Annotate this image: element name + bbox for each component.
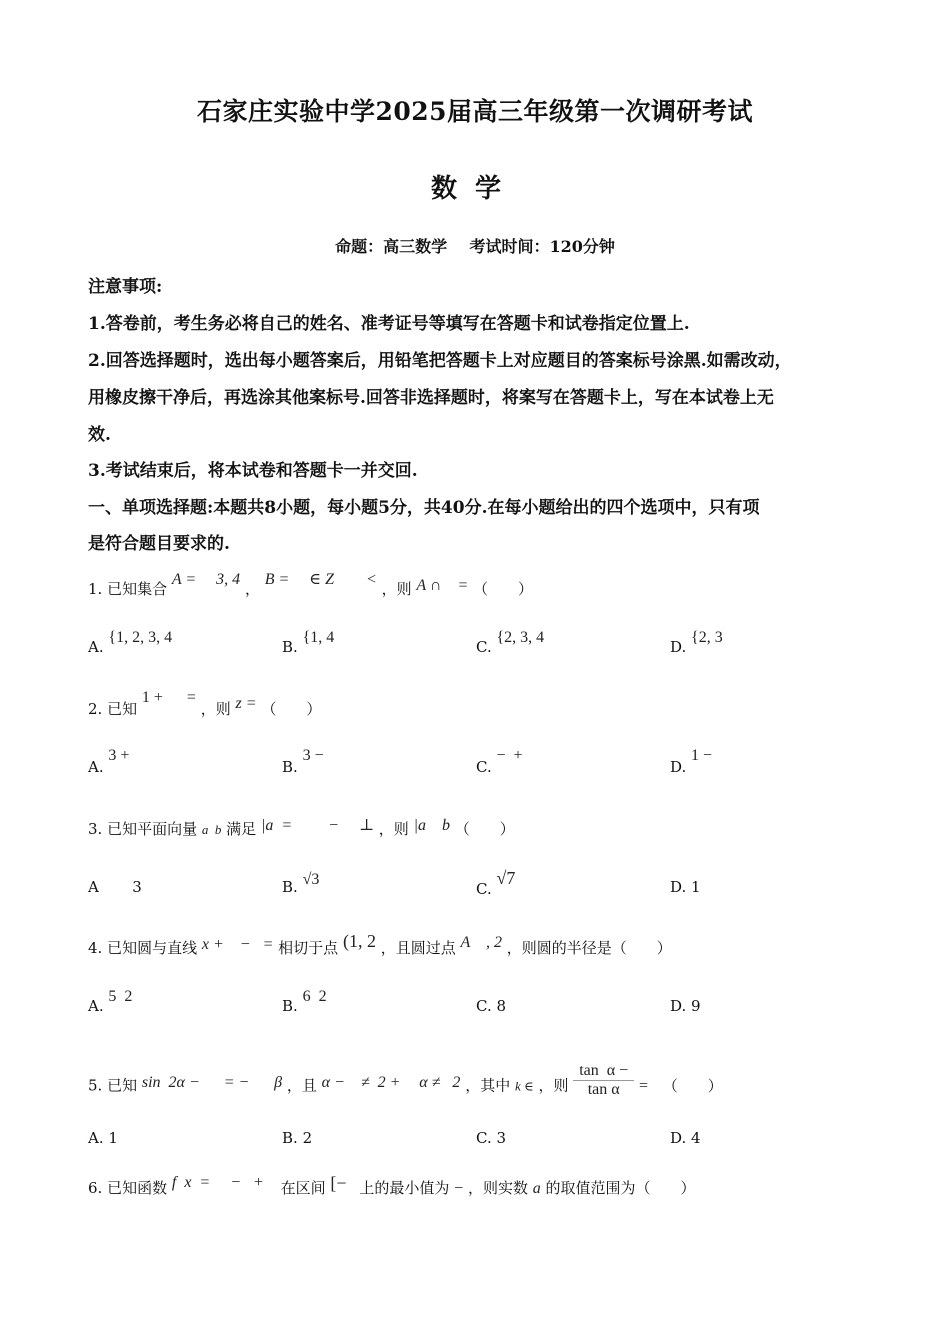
q5-option-d-value: 4 bbox=[691, 1129, 701, 1147]
question-1-then: ，则 bbox=[381, 580, 412, 598]
question-2-prefix: 2. 已知 bbox=[88, 700, 138, 718]
notice-item-3: 3.考试结束后，将本试卷和答题卡一并交回. bbox=[88, 461, 418, 481]
question-1-math-c: A ∩ = bbox=[416, 577, 469, 594]
q2-option-a: A. 3 + bbox=[88, 747, 130, 776]
question-4-prefix: 4. 已知圆与直线 bbox=[88, 939, 198, 957]
question-5-math-sin: sin 2α − = − bbox=[141, 1073, 250, 1091]
question-6-mid: 在区间 bbox=[280, 1179, 326, 1197]
question-1-prefix: 1. 已知集合 bbox=[88, 580, 168, 598]
q2-option-d: D. 1 − bbox=[670, 747, 713, 776]
q5-option-c-value: 3 bbox=[496, 1129, 507, 1147]
q5-option-c: C. 3 bbox=[476, 1129, 507, 1147]
q1-option-b: B. {1, 4 bbox=[282, 629, 335, 656]
question-5-fraction-numerator: tan α − bbox=[573, 1062, 634, 1081]
question-1 bbox=[88, 571, 534, 599]
subject-title: 数学 bbox=[430, 174, 519, 204]
q2-option-c: C. − + bbox=[476, 747, 523, 776]
q1-option-b-value: {1, 4 bbox=[302, 629, 335, 646]
question-3-math-condition: |a = − ⊥ bbox=[260, 817, 374, 834]
q5-option-d: D. 4 bbox=[670, 1129, 701, 1147]
question-1-math-a: A = 3, 4 bbox=[171, 571, 241, 588]
question-1-paren: （ ） bbox=[473, 580, 534, 598]
q4-option-d-value: 9 bbox=[691, 997, 701, 1015]
question-6-tail-3: 的取值范围为（ ） bbox=[545, 1179, 696, 1197]
q3-option-c: C. √7 bbox=[476, 868, 516, 898]
q5-option-a-value: 1 bbox=[108, 1129, 118, 1147]
q4-option-b: B. 6 2 bbox=[282, 988, 327, 1015]
question-3-paren: （ ） bbox=[454, 820, 515, 838]
question-3-math-target: |a b bbox=[413, 817, 450, 834]
q2-option-a-value: 3 + bbox=[108, 747, 130, 764]
question-6-tail-1: 上的最小值为 bbox=[359, 1179, 450, 1197]
q1-option-d: D. {2, 3 bbox=[670, 629, 723, 656]
question-5-mid: ，且 bbox=[286, 1076, 317, 1095]
question-4 bbox=[88, 931, 672, 958]
question-5-fraction bbox=[573, 1062, 634, 1099]
question-6-math-min: − bbox=[454, 1180, 464, 1197]
q2-option-b: B. 3 − bbox=[282, 747, 324, 776]
q4-option-c-value: 8 bbox=[496, 997, 507, 1015]
q5-option-b-value: 2 bbox=[302, 1129, 313, 1147]
q3-option-b-value: √3 bbox=[302, 871, 320, 888]
q1-option-c-value: {2, 3, 4 bbox=[496, 629, 545, 646]
question-5-fraction-denominator: tan α bbox=[587, 1081, 620, 1098]
question-4-mid2: ，且圆过点 bbox=[380, 939, 456, 957]
q2-option-c-value: − + bbox=[496, 747, 523, 764]
question-4-tail: ，则圆的半径是（ ） bbox=[506, 939, 672, 957]
q3-option-d: D. 1 bbox=[670, 878, 701, 896]
q3-option-a: A 3 bbox=[88, 878, 142, 896]
q2-option-d-value: 1 − bbox=[691, 747, 713, 764]
q1-option-d-value: {2, 3 bbox=[691, 629, 723, 646]
question-3-prefix: 3. 已知平面向量 bbox=[88, 820, 198, 838]
q4-option-a: A. 5 2 bbox=[88, 988, 133, 1015]
q4-option-d: D. 9 bbox=[670, 997, 701, 1015]
question-2-math-z: z = bbox=[235, 695, 257, 712]
notice-item-2-line-3: 效. bbox=[88, 425, 111, 445]
question-3 bbox=[88, 818, 515, 839]
q1-option-a-value: {1, 2, 3, 4 bbox=[108, 629, 173, 646]
exam-meta: 命题：高三数学 考试时间：120分钟 bbox=[335, 237, 615, 256]
question-4-math-point: (1, 2 bbox=[342, 931, 376, 951]
notice-heading: 注意事项: bbox=[88, 277, 163, 297]
question-5-then: ，则 bbox=[538, 1076, 569, 1095]
question-5-prefix: 5. 已知 bbox=[88, 1076, 138, 1095]
question-5-mid2: ，其中 bbox=[465, 1076, 511, 1095]
question-5 bbox=[88, 1062, 723, 1105]
question-4-mid: 相切于点 bbox=[278, 939, 339, 957]
q3-option-c-value: √7 bbox=[496, 868, 516, 888]
question-5-paren: （ ） bbox=[662, 1076, 723, 1095]
question-5-math-k: k ∈ bbox=[515, 1078, 534, 1094]
question-1-math-b: B = ∈ Z < bbox=[264, 571, 377, 588]
question-2-paren: （ ） bbox=[261, 700, 322, 718]
q1-option-a: A. {1, 2, 3, 4 bbox=[88, 629, 173, 656]
question-4-math-point-a: A , 2 bbox=[460, 934, 503, 951]
q1-option-c: C. {2, 3, 4 bbox=[476, 629, 545, 656]
q4-option-b-value: 6 2 bbox=[302, 988, 327, 1005]
question-6-math-interval: [− bbox=[330, 1173, 347, 1193]
question-5-math-beta: β bbox=[274, 1073, 283, 1091]
question-2 bbox=[88, 689, 322, 719]
q4-option-c: C. 8 bbox=[476, 997, 507, 1015]
exam-title: 石家庄实验中学2025届高三年级第一次调研考试 bbox=[196, 97, 754, 126]
q5-option-b: B. 2 bbox=[282, 1129, 313, 1147]
question-2-then: ，则 bbox=[200, 700, 231, 718]
question-6 bbox=[88, 1173, 696, 1198]
question-3-math-vectors: a b bbox=[201, 822, 222, 837]
notice-item-2-line-1: 2.回答选择题时，选出每小题答案后，用铅笔把答题卡上对应题目的答案标号涂黑.如需改动， bbox=[88, 351, 792, 371]
question-6-tail-2: ，则实数 bbox=[467, 1179, 528, 1197]
section-1-line-1: 一、单项选择题:本题共8小题，每小题5分，共40分.在每小题给出的四个选项中，只有项 bbox=[88, 498, 760, 518]
question-5-equals: = bbox=[638, 1077, 648, 1095]
q3-option-b: B. √3 bbox=[282, 871, 320, 896]
question-5-math-cond1: α − ≠ 2 + bbox=[321, 1073, 401, 1091]
notice-item-1: 1.答卷前，考生务必将自己的姓名、准考证号等填写在答题卡和试卷指定位置上. bbox=[88, 314, 690, 334]
question-6-var-a: a bbox=[532, 1180, 541, 1197]
q5-option-a: A. 1 bbox=[88, 1129, 118, 1147]
notice-item-2-line-2: 用橡皮擦干净后，再选涂其他案标号.回答非选择题时，将案写在答题卡上，写在本试卷上无 bbox=[88, 388, 774, 408]
question-1-comma: ， bbox=[244, 580, 260, 598]
q2-option-b-value: 3 − bbox=[302, 747, 324, 764]
question-2-math-eq: 1 + = bbox=[141, 689, 196, 706]
question-3-mid: 满足 bbox=[226, 820, 257, 838]
question-3-then: ，则 bbox=[378, 820, 409, 838]
question-5-math-cond2: α ≠ 2 bbox=[419, 1073, 461, 1091]
q4-option-a-value: 5 2 bbox=[108, 988, 133, 1005]
question-6-math-function: f x = − + bbox=[171, 1174, 264, 1191]
q3-option-d-value: 1 bbox=[691, 878, 701, 896]
question-4-math-line: x + − = bbox=[201, 936, 274, 953]
section-1-line-2: 是符合题目要求的. bbox=[88, 534, 230, 554]
question-6-prefix: 6. 已知函数 bbox=[88, 1179, 168, 1197]
q3-option-a-value: 3 bbox=[132, 878, 142, 896]
